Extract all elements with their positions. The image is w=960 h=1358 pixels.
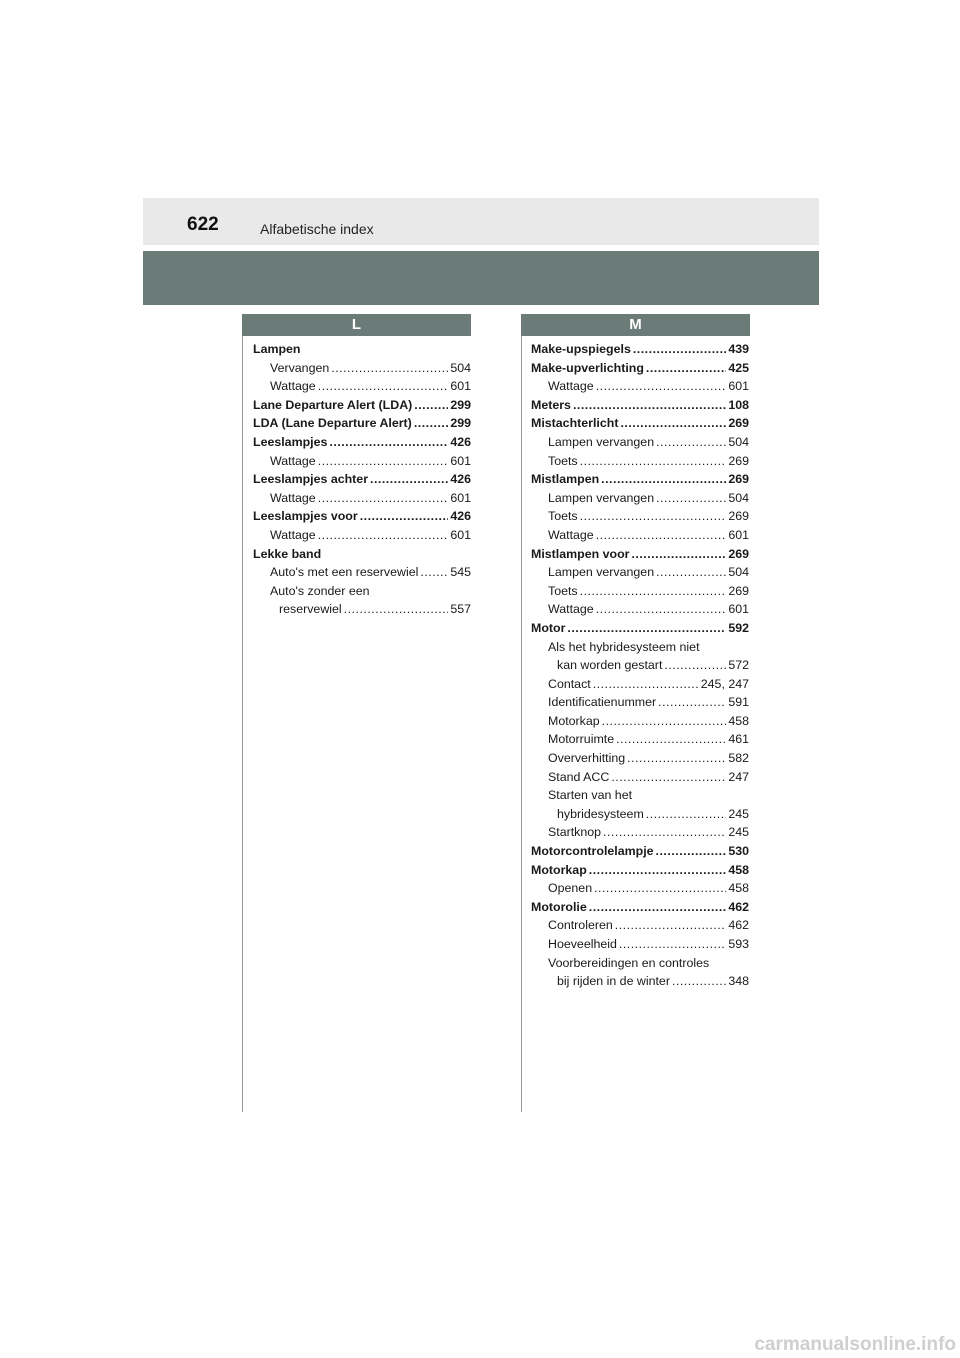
entry-text: Lampen vervangen	[548, 565, 655, 580]
entry-page-number: 461	[728, 732, 749, 747]
entry-text: Motorkap	[548, 713, 600, 728]
entry-page-number: 601	[450, 453, 471, 468]
entry-text: Mistlampen voor	[531, 546, 630, 561]
entry-text: Toets	[548, 583, 578, 598]
index-subentry	[531, 656, 749, 675]
dot-leader	[601, 470, 726, 489]
index-subentry	[531, 730, 749, 749]
index-subentry	[253, 526, 471, 545]
entry-text: Lampen vervangen	[548, 490, 655, 505]
index-entry	[531, 842, 749, 861]
watermark: carmanualsonline.info	[754, 1334, 956, 1355]
dot-leader	[573, 396, 726, 415]
entry-page-number: 245	[728, 806, 749, 821]
dot-leader	[602, 712, 727, 731]
entry-page-number: 601	[450, 379, 471, 394]
index-subentry	[531, 712, 749, 731]
entry-page-number: 426	[450, 434, 471, 449]
entry-text: Motorcontrolelampje	[531, 844, 654, 859]
page-number: 622	[187, 214, 219, 235]
index-subentry	[531, 879, 749, 898]
dot-leader	[593, 675, 699, 694]
header-band	[143, 251, 819, 305]
entry-text: Als het hybridesysteem niet	[548, 639, 700, 654]
entry-page-number: 439	[728, 342, 749, 356]
entry-page-number: 462	[728, 899, 749, 914]
entry-text: Meters	[531, 397, 571, 412]
index-entry	[531, 340, 749, 359]
index-entry	[531, 619, 749, 638]
dot-leader	[615, 916, 727, 935]
entry-page-number: 530	[728, 844, 749, 859]
index-column-l	[253, 340, 471, 619]
entry-text: Make-upspiegels	[531, 342, 631, 356]
dot-leader	[344, 600, 449, 619]
entry-page-number: 425	[728, 360, 749, 375]
header-bar	[143, 198, 819, 245]
entry-page-number: 299	[450, 416, 471, 431]
entry-text: Identificatienummer	[548, 695, 657, 710]
index-entry	[253, 340, 471, 359]
dot-leader	[414, 414, 449, 433]
index-subentry	[253, 563, 471, 582]
entry-text: Wattage	[270, 453, 316, 468]
entry-text: Wattage	[270, 490, 316, 505]
entry-page-number: 245, 247	[700, 676, 749, 691]
dot-leader	[656, 842, 727, 861]
entry-page-number: 504	[728, 565, 749, 580]
dot-leader	[589, 898, 727, 917]
entry-page-number: 545	[450, 565, 471, 580]
index-subentry	[531, 749, 749, 768]
dot-leader	[594, 879, 726, 898]
entry-text: Wattage	[548, 379, 594, 394]
index-subentry	[531, 823, 749, 842]
dot-leader	[658, 693, 726, 712]
index-subentry	[531, 433, 749, 452]
entry-page-number: 348	[728, 974, 749, 989]
dot-leader	[414, 396, 448, 415]
entry-text: Hoeveelheid	[548, 937, 617, 951]
entry-page-number: 601	[450, 527, 471, 542]
entry-page-number: 108	[728, 397, 749, 412]
entry-page-number: 572	[728, 658, 749, 673]
dot-leader	[329, 433, 448, 452]
index-entry	[253, 507, 471, 526]
dot-leader	[616, 730, 726, 749]
dot-leader	[619, 935, 726, 954]
index-subentry	[531, 489, 749, 508]
dot-leader	[580, 507, 727, 526]
index-subentry	[531, 786, 749, 805]
dot-leader	[603, 823, 726, 842]
entry-page-number: 601	[728, 527, 749, 542]
entry-text: Wattage	[548, 527, 594, 542]
entry-text: Lane Departure Alert (LDA)	[253, 397, 413, 412]
index-subentry	[531, 638, 749, 657]
entry-page-number: 592	[728, 620, 749, 635]
index-entry	[531, 898, 749, 917]
entry-page-number: 269	[728, 509, 749, 524]
entry-page-number: 458	[728, 881, 749, 896]
dot-leader	[596, 600, 727, 619]
dot-leader	[580, 582, 727, 601]
entry-text: Mistachterlicht	[531, 416, 619, 431]
index-entry	[253, 433, 471, 452]
index-entry	[253, 396, 471, 415]
dot-leader	[656, 433, 726, 452]
index-subentry	[253, 359, 471, 378]
entry-page-number: 504	[450, 360, 471, 375]
index-entry	[531, 545, 749, 564]
entry-text: Lampen vervangen	[548, 434, 655, 449]
entry-page-number: 299	[450, 397, 471, 412]
index-subentry	[531, 507, 749, 526]
entry-page-number: 269	[728, 472, 749, 487]
entry-text: Starten van het	[548, 788, 633, 803]
dot-leader	[318, 489, 449, 508]
entry-page-number: 504	[728, 434, 749, 449]
entry-page-number: 269	[728, 453, 749, 468]
entry-text: LDA (Lane Departure Alert)	[253, 416, 412, 431]
index-subentry	[531, 377, 749, 396]
dot-leader	[318, 452, 449, 471]
entry-text: Vervangen	[270, 360, 330, 375]
dot-leader	[318, 526, 449, 545]
entry-text: Wattage	[270, 527, 316, 542]
entry-page-number: 458	[728, 713, 749, 728]
entry-text: Wattage	[548, 602, 594, 617]
index-subentry	[253, 452, 471, 471]
entry-page-number: 601	[728, 602, 749, 617]
entry-page-number: 462	[728, 918, 749, 933]
index-entry	[531, 359, 749, 378]
entry-text: Startknop	[548, 825, 602, 840]
index-subentry	[531, 916, 749, 935]
dot-leader	[620, 414, 726, 433]
entry-text: Mistlampen	[531, 472, 600, 487]
dot-leader	[420, 563, 448, 582]
entry-text: hybridesysteem	[557, 806, 644, 821]
entry-text: Motorkap	[531, 862, 587, 877]
entry-text: Toets	[548, 453, 578, 468]
index-entry	[253, 545, 471, 564]
entry-page-number: 426	[450, 472, 471, 487]
index-subentry	[531, 768, 749, 787]
dot-leader	[672, 972, 726, 991]
entry-text: Openen	[548, 881, 593, 896]
index-subentry	[531, 805, 749, 824]
index-column-m	[531, 340, 749, 991]
entry-text: bij rijden in de winter	[557, 974, 670, 989]
entry-page-number: 458	[728, 862, 749, 877]
index-subentry	[531, 954, 749, 973]
entry-page-number: 247	[728, 769, 749, 784]
entry-page-number: 582	[728, 751, 749, 766]
index-entry	[531, 396, 749, 415]
entry-text: Oververhitting	[548, 751, 626, 766]
dot-leader	[664, 656, 726, 675]
dot-leader	[360, 507, 449, 526]
index-entry	[531, 861, 749, 880]
index-subentry	[531, 452, 749, 471]
dot-leader	[318, 377, 449, 396]
entry-text: reservewiel	[279, 602, 342, 617]
index-subentry	[531, 935, 749, 954]
index-subentry	[531, 600, 749, 619]
entry-text: kan worden gestart	[557, 658, 663, 673]
entry-text: Auto's met een reservewiel	[270, 565, 419, 580]
dot-leader	[646, 359, 726, 378]
dot-leader	[580, 452, 727, 471]
dot-leader	[567, 619, 726, 638]
index-subentry	[531, 972, 749, 991]
dot-leader	[596, 377, 727, 396]
entry-text: Motorruimte	[548, 732, 615, 747]
dot-leader	[370, 470, 448, 489]
index-subentry	[253, 377, 471, 396]
entry-text: Controleren	[548, 918, 613, 933]
entry-text: Leeslampjes voor	[253, 509, 358, 524]
column-divider-right	[521, 336, 522, 1112]
entry-page-number: 269	[728, 583, 749, 598]
dot-leader	[627, 749, 726, 768]
dot-leader	[596, 526, 727, 545]
letter-tab-l: L	[242, 314, 471, 336]
index-entry	[253, 414, 471, 433]
index-entry	[253, 470, 471, 489]
page-title: Alfabetische index	[260, 221, 374, 237]
entry-text: Auto's zonder een	[270, 583, 370, 598]
entry-page-number: 426	[450, 509, 471, 524]
entry-page-number: 269	[728, 546, 749, 561]
index-subentry	[253, 489, 471, 508]
entry-page-number: 245	[728, 825, 749, 840]
entry-text: Make-upverlichting	[531, 360, 644, 375]
index-subentry	[531, 675, 749, 694]
letter-tab-m: M	[521, 314, 750, 336]
index-entry	[531, 414, 749, 433]
index-subentry	[253, 582, 471, 601]
index-subentry	[531, 582, 749, 601]
index-entry	[531, 470, 749, 489]
entry-text: Motorolie	[531, 899, 587, 914]
entry-text: Contact	[548, 676, 591, 691]
index-subentry	[531, 563, 749, 582]
entry-text: Wattage	[270, 379, 316, 394]
dot-leader	[631, 545, 726, 564]
dot-leader	[646, 805, 727, 824]
index-subentry	[531, 526, 749, 545]
entry-text: Lampen	[253, 342, 301, 356]
entry-page-number: 557	[450, 602, 471, 617]
entry-page-number: 591	[728, 695, 749, 710]
index-subentry	[253, 600, 471, 619]
entry-page-number: 593	[728, 937, 749, 951]
dot-leader	[656, 563, 726, 582]
dot-leader	[611, 768, 726, 787]
entry-text: Leeslampjes	[253, 434, 328, 449]
dot-leader	[331, 359, 448, 378]
entry-page-number: 601	[728, 379, 749, 394]
dot-leader	[633, 340, 726, 359]
entry-text: Toets	[548, 509, 578, 524]
entry-page-number: 601	[450, 490, 471, 505]
dot-leader	[656, 489, 726, 508]
dot-leader	[589, 861, 727, 880]
entry-text: Stand ACC	[548, 769, 610, 784]
entry-page-number: 504	[728, 490, 749, 505]
index-subentry	[531, 693, 749, 712]
entry-text: Motor	[531, 620, 566, 635]
entry-text: Voorbereidingen en controles	[548, 955, 710, 970]
entry-text: Leeslampjes achter	[253, 472, 369, 487]
entry-page-number: 269	[728, 416, 749, 431]
entry-text: Lekke band	[253, 546, 322, 561]
column-divider-left	[242, 336, 243, 1112]
